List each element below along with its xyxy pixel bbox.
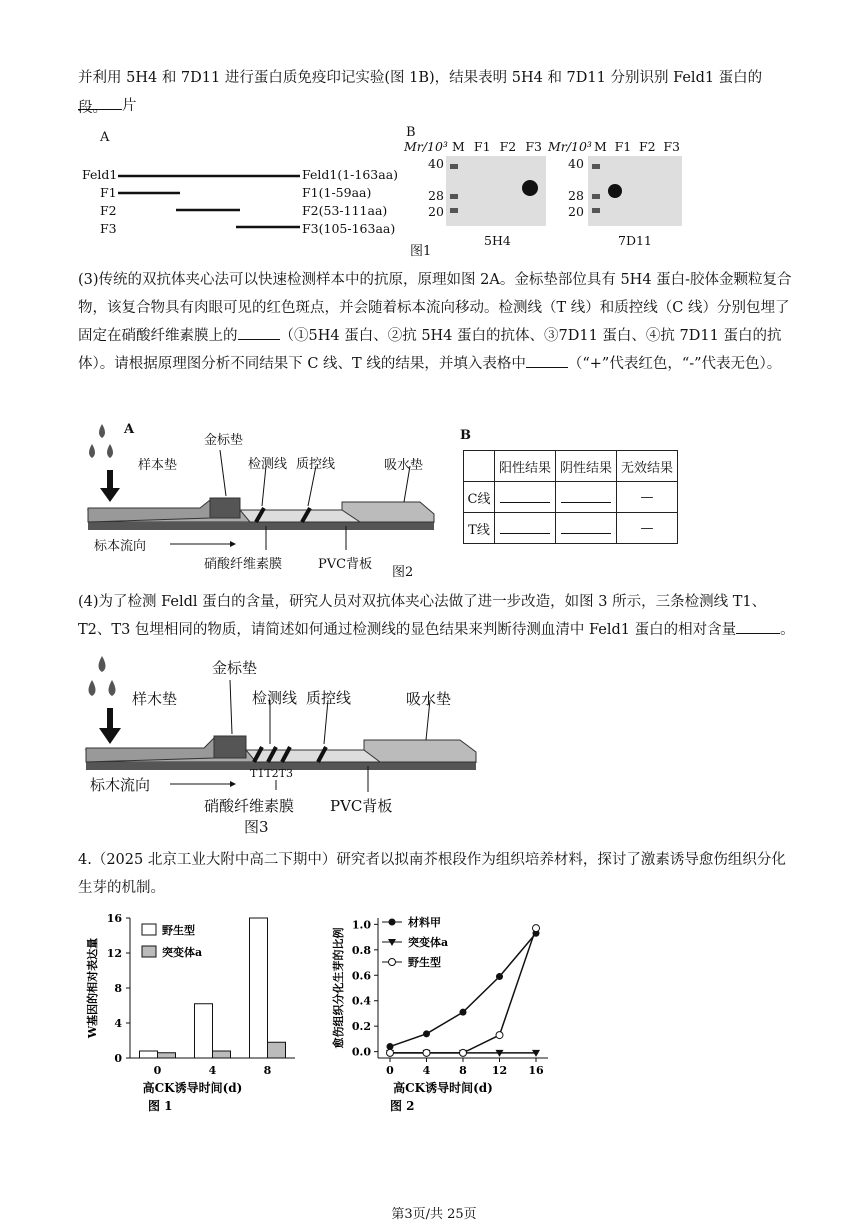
y-tick-label: 1.0 bbox=[351, 918, 371, 932]
x-tick-label: 8 bbox=[459, 1064, 467, 1077]
arrow-down-icon bbox=[99, 728, 121, 744]
marker-band bbox=[592, 194, 600, 199]
fig3-t-labels: T1T2T3 bbox=[250, 767, 294, 780]
blot2-label: 7D11 bbox=[618, 233, 652, 248]
invalid-cell: — bbox=[617, 513, 678, 544]
y-tick-label: 0.4 bbox=[351, 994, 371, 1008]
fig2-test-line-label: 检测线 bbox=[248, 457, 288, 472]
marker-value: 40 bbox=[568, 156, 584, 171]
fig2-absorb-pad-label: 吸水垫 bbox=[384, 458, 424, 473]
sample-pad bbox=[88, 500, 210, 522]
nitrocellulose-membrane bbox=[246, 750, 380, 762]
leader-line bbox=[262, 466, 266, 506]
table-header-cell bbox=[464, 451, 495, 482]
fig2-panel-a: A bbox=[124, 422, 135, 437]
fig1-left-label: F3 bbox=[100, 221, 117, 236]
legend-label: 突变体a bbox=[162, 946, 203, 959]
legend-label: 突变体a bbox=[408, 936, 449, 949]
chart-caption: 图 2 bbox=[390, 1099, 415, 1113]
legend-swatch bbox=[142, 924, 156, 935]
flow-arrow-head bbox=[230, 541, 236, 547]
leader-line bbox=[308, 466, 316, 506]
x-tick-label: 12 bbox=[491, 1064, 508, 1077]
point-material-a bbox=[496, 973, 503, 980]
fig3-test-line-label: 检测线 bbox=[252, 689, 298, 707]
marker-band bbox=[450, 164, 458, 169]
point-wildtype bbox=[423, 1049, 430, 1056]
series-line bbox=[390, 933, 536, 1046]
blot-band-f3 bbox=[522, 180, 538, 196]
page-footer: 第3页/共 25页 bbox=[391, 1207, 477, 1222]
answer-blank[interactable] bbox=[238, 325, 280, 340]
lane-label: F3 bbox=[525, 139, 542, 154]
blot1-membrane bbox=[446, 156, 546, 226]
fig2-membrane-label: 硝酸纤维素膜 bbox=[204, 557, 283, 572]
fig1-panel-b: B bbox=[406, 125, 416, 140]
fig3-gold-pad-label: 金标垫 bbox=[212, 659, 258, 677]
flow-arrow-head bbox=[230, 781, 236, 787]
arrow-down-icon bbox=[100, 488, 120, 502]
drop-icon bbox=[99, 656, 106, 672]
table-header-cell: 无效结果 bbox=[617, 451, 678, 482]
lane-label: M bbox=[594, 139, 607, 154]
drop-icon bbox=[89, 444, 95, 458]
blot1-label: 5H4 bbox=[484, 233, 511, 248]
fig1-mr-label: Mr/10³ bbox=[548, 139, 592, 154]
lane-label: F1 bbox=[473, 139, 491, 154]
y-tick-label: 4 bbox=[114, 1017, 122, 1030]
answer-blank[interactable] bbox=[736, 619, 780, 634]
x-tick-label: 4 bbox=[208, 1064, 217, 1077]
intro-text-tail: 片 bbox=[122, 98, 137, 114]
table-row bbox=[464, 513, 678, 544]
bar-wildtype bbox=[250, 918, 268, 1058]
x-axis-label: 高CK诱导时间(d) bbox=[142, 1081, 243, 1095]
bar-wildtype bbox=[195, 1004, 213, 1058]
legend-marker bbox=[389, 959, 396, 966]
marker-band bbox=[592, 164, 600, 169]
fig3-control-line-label: 质控线 bbox=[306, 689, 352, 707]
fig1-panel-a: A bbox=[100, 130, 110, 145]
x-tick-label: 0 bbox=[386, 1064, 394, 1077]
fig3-caption: 图3 bbox=[244, 818, 269, 836]
answer-cell[interactable] bbox=[556, 482, 617, 513]
y-tick-label: 0.2 bbox=[351, 1020, 371, 1034]
absorb-pad bbox=[342, 502, 434, 522]
y-tick-label: 0.8 bbox=[351, 943, 371, 957]
legend-label: 野生型 bbox=[162, 924, 195, 937]
table-header-row bbox=[464, 451, 678, 482]
point-material-a bbox=[423, 1030, 430, 1037]
fig3-absorb-pad-label: 吸水垫 bbox=[406, 690, 452, 708]
row-label: T线 bbox=[464, 513, 495, 544]
fig2-control-line-label: 质控线 bbox=[296, 457, 336, 472]
q4-text: 4.（2025 北京工业大附中高二下期中）研究者以拟南芥根段作为组织培养材料，探讨了激素诱导愈伤组织分化生芽的机制。 bbox=[78, 852, 786, 896]
invalid-cell: — bbox=[617, 482, 678, 513]
marker-value: 20 bbox=[428, 204, 444, 219]
fig1-mr-label: Mr/10³ bbox=[404, 139, 448, 154]
sample-pad bbox=[86, 738, 214, 762]
point-wildtype bbox=[460, 1049, 467, 1056]
marker-band bbox=[450, 194, 458, 199]
fig3-sample-pad-label: 样木垫 bbox=[132, 690, 178, 708]
lane-label: F2 bbox=[638, 139, 656, 154]
fig1-fragment-bars bbox=[0, 0, 868, 260]
marker-value: 28 bbox=[568, 188, 584, 203]
legend-label: 材料甲 bbox=[408, 916, 441, 929]
fig2-gold-pad-label: 金标垫 bbox=[204, 433, 244, 448]
part3-text: (3)传统的双抗体夹心法可以快速检测样本中的抗原，原理如图 2A。金标垫部位具有 5H4 蛋白-胶体金颗粒复合物，该复合物具有肉眼可见的红色斑点，并会随着标本流向移动。检测线（T 线）和质控线（C 线）分别包埋了固定在硝酸纤维素膜上的 bbox=[78, 272, 792, 344]
lane-label: F1 bbox=[614, 139, 632, 154]
gold-pad bbox=[214, 736, 246, 758]
drop-icon bbox=[107, 444, 113, 458]
y-tick-label: 0.6 bbox=[351, 969, 371, 983]
blot-band-f1 bbox=[608, 184, 622, 198]
fig1-right-label: F2(53-111aa) bbox=[302, 203, 388, 218]
absorb-pad bbox=[364, 740, 476, 762]
y-tick-label: 0.0 bbox=[351, 1045, 371, 1059]
part4-end: 。 bbox=[780, 622, 795, 638]
lane-label: F2 bbox=[499, 139, 517, 154]
fig2-pvc-label: PVC背板 bbox=[318, 557, 373, 572]
answer-cell[interactable] bbox=[495, 513, 556, 544]
bar-mutant bbox=[268, 1042, 286, 1058]
fig1-right-label: F1(1-59aa) bbox=[302, 185, 372, 200]
table-header-cell: 阳性结果 bbox=[495, 451, 556, 482]
fig3-membrane-label: 硝酸纤维素膜 bbox=[204, 797, 295, 815]
x-axis-label: 高CK诱导时间(d) bbox=[393, 1081, 493, 1095]
fig1-right-label: F3(105-163aa) bbox=[302, 221, 396, 236]
table-header-cell: 阴性结果 bbox=[556, 451, 617, 482]
x-tick-label: 16 bbox=[528, 1064, 544, 1077]
leader-line bbox=[220, 450, 226, 496]
legend-marker bbox=[389, 919, 396, 926]
part3-tail: （“+”代表红色，“-”代表无色）。 bbox=[567, 356, 782, 372]
fig2-panel-b: B bbox=[460, 428, 471, 443]
chart-1-bar bbox=[80, 900, 310, 1125]
x-tick-label: 4 bbox=[422, 1064, 431, 1077]
lane-label: F3 bbox=[663, 139, 680, 154]
bar-mutant bbox=[213, 1051, 231, 1058]
gold-pad bbox=[210, 498, 240, 518]
y-tick-label: 8 bbox=[114, 982, 122, 995]
point-material-a bbox=[460, 1009, 467, 1016]
y-axis-label: W基因的相对表达量 bbox=[86, 937, 99, 1039]
fig1-left-label: F2 bbox=[100, 203, 117, 218]
marker-value: 20 bbox=[568, 204, 584, 219]
x-tick-label: 0 bbox=[153, 1064, 162, 1077]
q3-part3-text bbox=[78, 266, 796, 378]
part3-options: （①5H4 蛋白、②抗 5H4 蛋白的抗体、③7D11 蛋白、④抗 7D11 蛋白的抗体）。请根据原理图分析不同结果下 C 线、T 线的结果，并填入表格中 bbox=[78, 328, 782, 372]
lane-label: M bbox=[452, 139, 465, 154]
y-tick-label: 0 bbox=[114, 1052, 122, 1065]
marker-band bbox=[592, 208, 600, 213]
result-table bbox=[463, 450, 678, 544]
drop-icon bbox=[109, 680, 116, 696]
fig3-pvc-label: PVC背板 bbox=[330, 797, 393, 815]
answer-blank[interactable] bbox=[526, 353, 568, 368]
pvc-backing bbox=[88, 522, 434, 530]
chart-caption: 图 1 bbox=[148, 1099, 173, 1113]
x-tick-label: 8 bbox=[263, 1064, 272, 1077]
blot2-membrane bbox=[588, 156, 682, 226]
bar-mutant bbox=[158, 1053, 176, 1058]
blot1-lane-labels bbox=[452, 139, 542, 154]
blot2-lane-labels bbox=[594, 139, 680, 154]
q3-part4-text bbox=[78, 588, 796, 644]
table-row bbox=[464, 482, 678, 513]
fig2-flow-label: 标本流向 bbox=[94, 539, 147, 554]
y-tick-label: 12 bbox=[106, 947, 122, 960]
fig2-sample-pad-label: 样本垫 bbox=[138, 458, 178, 473]
legend-swatch bbox=[142, 946, 156, 957]
marker-band bbox=[450, 208, 458, 213]
fig2-caption: 图2 bbox=[392, 565, 414, 580]
answer-cell[interactable] bbox=[556, 513, 617, 544]
drop-icon bbox=[99, 424, 105, 438]
drop-icon bbox=[89, 680, 96, 696]
bar-wildtype bbox=[140, 1051, 158, 1058]
point-wildtype bbox=[533, 925, 540, 932]
part4-text: (4)为了检测 Feldl 蛋白的含量，研究人员对双抗体夹心法做了进一步改造，如图 3 所示，三条检测线 T1、T2、T3 包埋相同的物质，请简述如何通过检测线的显色结果来判断待测血清中 Feld1 蛋白的相对含量 bbox=[78, 594, 767, 638]
leader-line bbox=[230, 680, 232, 734]
fig3-flow-label: 标木流向 bbox=[90, 776, 151, 794]
marker-value: 40 bbox=[428, 156, 444, 171]
answer-cell[interactable] bbox=[495, 482, 556, 513]
fig1-left-label: F1 bbox=[100, 185, 117, 200]
y-axis-label: 愈伤组织分化生芽的比例 bbox=[332, 927, 345, 1049]
q3-intro-line2: 段。 bbox=[78, 100, 107, 116]
fig1-left-label: Feld1 bbox=[82, 167, 118, 182]
fig1-right-label: Feld1(1-163aa) bbox=[302, 167, 399, 182]
y-tick-label: 16 bbox=[106, 912, 122, 925]
intro-text: 并利用 5H4 和 7D11 进行蛋白质免疫印记实验(图 1B)，结果表明 5H4 和 7D11 分别识别 Feld1 蛋白的 bbox=[78, 70, 763, 86]
fig1-caption: 图1 bbox=[410, 244, 432, 259]
marker-value: 28 bbox=[428, 188, 444, 203]
legend-label: 野生型 bbox=[408, 956, 441, 969]
chart-2-line bbox=[328, 900, 568, 1125]
point-wildtype bbox=[387, 1049, 394, 1056]
point-wildtype bbox=[496, 1032, 503, 1039]
row-label: C线 bbox=[464, 482, 495, 513]
